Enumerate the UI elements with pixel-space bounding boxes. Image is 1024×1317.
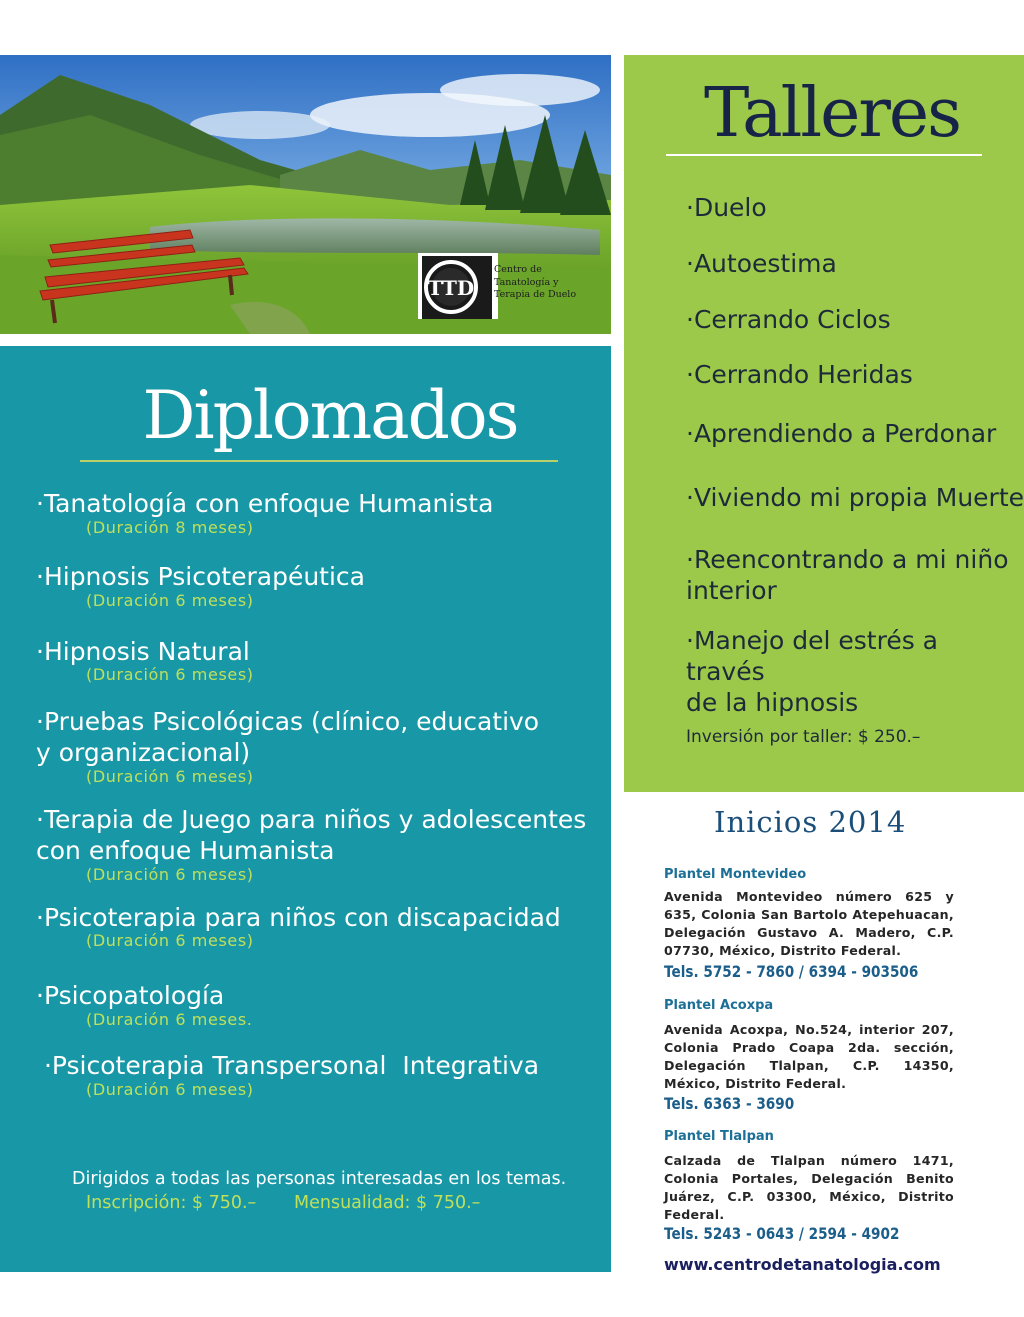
course-name: ·Terapia de Juego para niños y adolescentes con enfoque Humanista: [36, 805, 587, 865]
course-item: [36, 904, 606, 950]
talleres-panel: [624, 55, 1024, 792]
course-item: [36, 638, 606, 684]
plantel-phones: Tels. 6363 - 3690: [664, 1094, 795, 1113]
ctt-emblem-icon: [418, 253, 498, 319]
website-link[interactable]: www.centrodetanatologia.com: [664, 1255, 941, 1274]
logo-line: Centro de: [494, 264, 542, 275]
course-name: ·Pruebas Psicológicas (clínico, educativo y organizacional): [36, 707, 540, 767]
course-duration: (Duración 6 meses): [86, 865, 254, 884]
logo: [418, 253, 578, 319]
plantel-phones: Tels. 5752 - 7860 / 6394 - 903506: [664, 962, 919, 981]
taller-item: ·Aprendiendo a Perdonar: [686, 419, 997, 448]
course-duration: (Duración 8 meses): [86, 518, 254, 537]
logo-line: Terapia de Duelo: [494, 289, 577, 300]
diplomados-panel: [0, 346, 611, 1272]
divider: [666, 154, 982, 156]
diplomados-fees: [86, 1192, 480, 1214]
course-item: [36, 980, 606, 1029]
course-item: [36, 1050, 606, 1099]
plantel-address: Avenida Montevideo número 625 y 635, Colonia San Bartolo Atepehuacan, Delegación Gustavo A. Madero, C.P. 07730, México, Distrito Federal.: [664, 889, 954, 958]
logo-line: Tanatología y: [494, 276, 559, 288]
taller-item: ·Duelo: [686, 193, 767, 222]
course-name: ·Tanatología con enfoque Humanista: [36, 489, 494, 518]
course-item: [36, 488, 606, 537]
plantel-name: Plantel Tlalpan: [664, 1129, 774, 1144]
taller-item: ·Manejo del estrés a través de la hipnosis: [686, 626, 939, 717]
plantel-address: Avenida Acoxpa, No.524, interior 207, Colonia Prado Coapa 2da. sección, Delegación Tlalpan, C.P. 14350, México, Distrito Federal.: [664, 1022, 954, 1091]
course-duration: (Duración 6 meses): [86, 591, 254, 610]
course-name: ·Psicoterapia Transpersonal Integrativa: [36, 1051, 540, 1080]
plantel-name: Plantel Acoxpa: [664, 998, 774, 1013]
plantel-name: Plantel Montevideo: [664, 867, 807, 882]
taller-item: ·Cerrando Heridas: [686, 360, 913, 389]
diplomados-title: Diplomados: [142, 377, 518, 454]
course-duration: (Duración 6 meses): [86, 1080, 254, 1099]
course-name: ·Psicoterapia para niños con discapacidad: [36, 903, 561, 932]
course-name: ·Hipnosis Natural: [36, 637, 250, 666]
course-item: [36, 561, 606, 610]
plantel-phones: Tels. 5243 - 0643 / 2594 - 4902: [664, 1224, 900, 1243]
course-duration: (Duración 6 meses): [86, 665, 254, 684]
course-duration: (Duración 6 meses): [86, 931, 254, 950]
inicios-heading: Inicios 2014: [714, 805, 907, 839]
talleres-title: Talleres: [704, 74, 960, 153]
course-item: [36, 706, 606, 786]
inscripcion-fee: Inscripción: $ 750.–: [86, 1193, 257, 1213]
investment-per-workshop: Inversión por taller: $ 250.–: [686, 727, 921, 747]
course-duration: (Duración 6 meses): [86, 767, 254, 786]
course-item: [36, 804, 606, 884]
course-name: ·Hipnosis Psicoterapéutica: [36, 562, 365, 591]
divider: [80, 460, 558, 462]
plantel-address: Calzada de Tlalpan número 1471, Colonia Portales, Delegación Benito Juárez, C.P. 03300, México, Distrito Federal.: [664, 1153, 954, 1222]
mensualidad-fee: Mensualidad: $ 750.–: [294, 1193, 481, 1213]
taller-item: ·Cerrando Ciclos: [686, 305, 891, 334]
taller-item: ·Reencontrando a mi niño interior: [686, 545, 1009, 605]
diplomados-note: Dirigidos a todas las personas interesadas en los temas.: [72, 1169, 567, 1189]
course-duration: (Duración 6 meses.: [86, 1010, 253, 1029]
taller-item: ·Autoestima: [686, 249, 837, 278]
svg-text:TTD: TTD: [427, 276, 475, 300]
taller-item: ·Viviendo mi propia Muerte: [686, 483, 1024, 512]
course-name: ·Psicopatología: [36, 981, 225, 1010]
